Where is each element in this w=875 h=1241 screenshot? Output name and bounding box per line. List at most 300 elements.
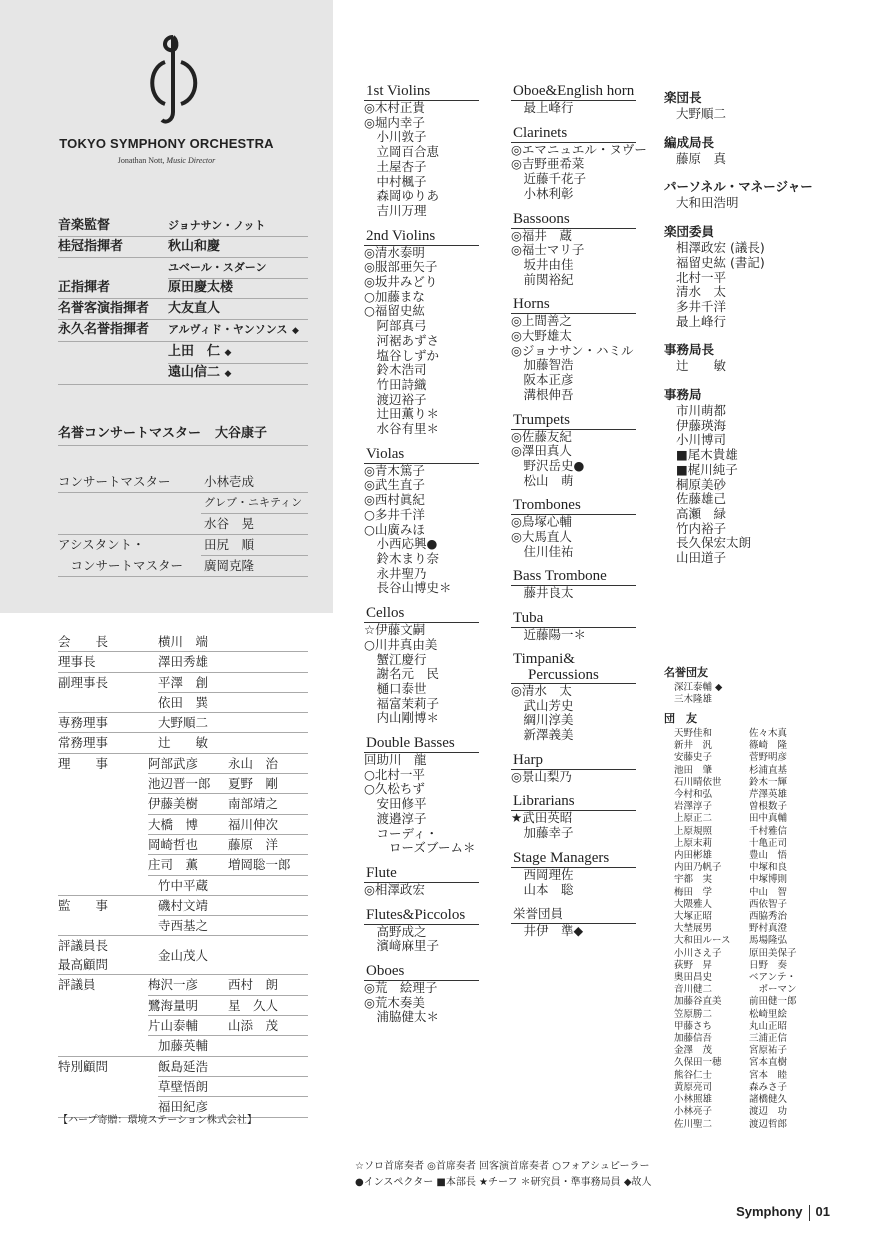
friend-name: 小林亮子	[674, 1106, 713, 1118]
staff-title: 事務局長	[664, 342, 715, 358]
conductor-row	[58, 342, 308, 363]
member-name: ◎青木篤子	[364, 462, 425, 478]
conductor-row	[58, 278, 308, 299]
friend-name: 宮本 睦	[749, 1069, 788, 1081]
member-name: 森岡ゆりあ	[364, 188, 440, 204]
member-name: 近藤陽一＊	[511, 627, 587, 643]
section-title: Trumpets	[511, 411, 636, 430]
staff-members	[664, 107, 844, 122]
member-name: 前関裕紀	[511, 271, 574, 287]
friend-name: 菅野明彦	[749, 752, 788, 764]
board-member: 平澤 創	[158, 674, 209, 690]
member-name: ◎景山梨乃	[511, 768, 572, 784]
friend-name: 内田乃帆子	[674, 862, 722, 874]
section-title: Violas	[364, 445, 479, 464]
member-name: ◎坂井みどり	[364, 274, 438, 290]
conductor-role	[58, 363, 168, 384]
member-name: 西岡理佐	[511, 866, 574, 882]
section-members	[364, 623, 479, 726]
board-member: 南部靖之	[228, 796, 279, 812]
member-name: ○山廣みほ	[364, 521, 425, 537]
board-names	[158, 1057, 308, 1077]
board-row	[58, 975, 308, 995]
section-title: Oboe&English horn	[513, 83, 635, 99]
staff-name: 小川博司	[676, 432, 727, 448]
member-name: 塩谷しずか	[364, 347, 440, 363]
sections-column-2	[511, 82, 647, 947]
board-role: 常務理事	[58, 733, 158, 753]
section-members	[511, 811, 636, 840]
member-name: 水谷有里＊	[364, 421, 440, 437]
staff-name: ■梶川純子	[676, 461, 738, 477]
section-title: Librarians	[511, 792, 636, 811]
friend-name: 森みさ子	[749, 1081, 788, 1093]
board-member: 星 久人	[228, 997, 279, 1013]
section	[364, 962, 479, 1025]
section-members	[364, 981, 479, 1025]
concertmaster-role: コンサートマスター	[58, 556, 201, 577]
board-role	[58, 855, 148, 875]
staff-name: 最上峰行	[676, 313, 727, 329]
section-title: Oboes	[364, 962, 479, 981]
staff-name: 山田道子	[676, 550, 727, 566]
friend-name: 佐々木真	[749, 728, 788, 739]
member-name: 謝名元 民	[364, 666, 440, 682]
member-name: ◎鳥塚心輔	[511, 514, 572, 530]
section	[511, 411, 636, 489]
friend-name: 渡辺哲郎	[749, 1118, 788, 1130]
friend-name: 丸山正昭	[749, 1020, 788, 1032]
member-name: コーディ・	[364, 825, 439, 841]
board-row	[58, 1077, 308, 1097]
footer-title: Symphony	[736, 1204, 803, 1219]
board-member: 磯村文靖	[158, 897, 209, 913]
member-name: ◎木村正貴	[364, 100, 425, 115]
member-name: 小林利彰	[511, 185, 574, 201]
section-title: 栄誉団員	[511, 905, 636, 924]
concertmaster-name: 田尻 順	[201, 535, 308, 556]
board-member: 福田紀彦	[158, 1099, 209, 1115]
board-role: 理事長	[58, 652, 158, 672]
section-members	[511, 770, 636, 785]
member-name: ○福留史紘	[364, 303, 425, 319]
staff-name: 藤原 真	[676, 150, 727, 166]
section	[364, 445, 479, 596]
board-role	[58, 1036, 158, 1056]
honor-friends-title: 名誉団友	[664, 666, 708, 679]
board-names	[148, 855, 308, 875]
legend-line-1: ☆ソロ首席奏者 ◎首席奏者 回客演首席奏者 ○フォアシュピーラー	[355, 1161, 650, 1172]
staff-name: 大野順二	[676, 106, 727, 121]
section-title: 2nd Violins	[364, 227, 479, 246]
board-row	[58, 733, 308, 753]
member-name: ◎大野雄太	[511, 328, 572, 344]
member-name: ◎西村眞紀	[364, 492, 425, 508]
member-name: ◎ジョナサン・ハミル	[511, 342, 634, 358]
section	[511, 210, 636, 288]
board-member: 依田 巽	[158, 694, 209, 710]
harp-note: 【ハープ寄贈：環境ステーション株式会社】	[58, 1115, 257, 1126]
legend-line-2: ●インスペクター ■本部長 ★チーフ ＊研究員・準事務局員 ◆故人	[355, 1177, 652, 1188]
staff-name: 高瀬 緑	[676, 505, 727, 521]
friend-name: 久保田一穂	[674, 1057, 722, 1069]
member-name: ○加藤まな	[364, 288, 425, 304]
board-names	[148, 774, 308, 794]
member-name: 立岡百合恵	[364, 144, 440, 160]
member-name: ○多井千洋	[364, 506, 425, 522]
board-names	[148, 1016, 308, 1036]
concertmaster-name: 水谷 晃	[201, 514, 308, 535]
section-title: Bass Trombone	[511, 567, 636, 586]
friend-name: 十亀正司	[749, 837, 788, 849]
section-members	[511, 101, 636, 116]
conductor-name	[168, 320, 308, 342]
member-name: 福富茉莉子	[364, 695, 440, 711]
member-name: 渡邉淳子	[364, 810, 427, 826]
member-name: 最上峰行	[511, 100, 574, 115]
member-name: ◎澤田真人	[511, 443, 572, 459]
board-member: 加藤英輔	[158, 1038, 209, 1054]
friend-name: 天野佳和	[674, 728, 713, 739]
honor-friend-name: 深江泰輔 ◆	[674, 682, 723, 693]
staff-section	[664, 223, 844, 329]
member-name: 住川佳祐	[511, 543, 574, 559]
friend-name: 三浦正信	[749, 1033, 788, 1045]
section-title: Flutes&Piccolos	[364, 906, 479, 925]
board-table	[58, 632, 308, 1118]
member-name: 長谷山博史＊	[364, 580, 452, 596]
section-title: Horns	[511, 295, 636, 314]
board-role	[58, 996, 148, 1016]
member-name: 加藤幸子	[511, 825, 574, 841]
member-name: 綱川淳美	[511, 712, 574, 728]
board-row	[58, 876, 308, 896]
conductor-name-text: ユベール・スダーン	[168, 261, 267, 274]
staff-members	[664, 241, 844, 329]
member-name: 井伊 準◆	[511, 923, 584, 939]
staff-members	[664, 359, 844, 374]
sections-column-1	[364, 82, 479, 1033]
friends-list	[664, 728, 844, 1131]
board-member: 夏野 剛	[228, 776, 279, 792]
concertmasters-table	[58, 472, 308, 577]
staff-name: 桐原美砂	[676, 476, 727, 492]
staff-column	[664, 89, 844, 578]
board-role	[58, 693, 158, 713]
friend-name: 大隈雅人	[674, 898, 713, 910]
member-name: 渡辺裕子	[364, 391, 427, 407]
board-names	[158, 876, 308, 896]
friend-name: 中山 智	[749, 886, 788, 898]
friend-name: 大埜展男	[674, 923, 713, 935]
friend-name: 日野 奏	[749, 959, 788, 971]
member-name: ◎エマニュエル・ヌヴー	[511, 141, 647, 157]
board-member: 寺西基之	[158, 918, 209, 934]
board-row	[58, 1016, 308, 1036]
conductor-name-text: アルヴィド・ヤンソンス	[168, 323, 288, 336]
board-role	[58, 794, 148, 814]
board-member: 庄司 薫	[148, 857, 199, 873]
board-member: 飯島延浩	[158, 1058, 209, 1074]
member-name: 蟹江慶行	[364, 651, 427, 667]
staff-name: 佐藤雄己	[676, 491, 727, 507]
board-member: 岡崎哲也	[148, 836, 199, 852]
staff-name: 長久保宏太朗	[676, 535, 752, 551]
friend-name: 馬場隆弘	[749, 935, 788, 947]
board-row	[58, 996, 308, 1016]
board-role: 特別顧問	[58, 1058, 109, 1074]
friend-name: 大和田ルース	[674, 935, 731, 947]
member-name: ○川井真由美	[364, 636, 438, 652]
member-name: 辻田薫り＊	[364, 406, 440, 422]
concertmaster-role	[58, 493, 201, 514]
concertmaster-name: 廣岡克隆	[201, 556, 308, 577]
concertmaster-row	[58, 514, 308, 535]
member-name: 小西応興●	[364, 536, 438, 552]
member-name: 小川敦子	[364, 129, 427, 145]
friend-name: 宮本直樹	[749, 1057, 788, 1069]
conductor-name	[168, 258, 308, 279]
conductor-name	[168, 237, 308, 258]
board-names	[158, 713, 308, 733]
member-name: ◎堀内幸子	[364, 114, 425, 130]
member-name: ローズブーム＊	[364, 840, 476, 856]
board-names	[158, 673, 308, 693]
member-name: 加藤智浩	[511, 357, 574, 373]
friend-name: 池田 肇	[674, 764, 713, 776]
member-name: 浦脇健太＊	[364, 1009, 440, 1025]
concertmaster-row	[58, 472, 308, 493]
friend-name: 宇都 実	[674, 874, 713, 886]
board-row	[58, 693, 308, 713]
friend-name: 前田健一郎	[749, 996, 797, 1008]
friend-name: 杉浦直基	[749, 764, 788, 776]
conductor-role: 正指揮者	[58, 280, 111, 295]
friend-name: ベアンテ・	[749, 972, 797, 984]
staff-name: 竹内裕子	[676, 520, 727, 536]
member-name: ◎佐藤友紀	[511, 428, 572, 444]
member-name: 樋口泰世	[364, 680, 427, 696]
section	[364, 604, 479, 726]
friend-name: 熊谷仁士	[674, 1069, 713, 1081]
section-title: Double Basses	[364, 734, 479, 753]
board-names	[148, 794, 308, 814]
board-row	[58, 632, 308, 652]
friends-section	[664, 664, 844, 1131]
concertmaster-role: コンサートマスター	[58, 472, 201, 493]
conductor-name	[168, 363, 308, 385]
member-name: 坂井由佳	[511, 256, 574, 272]
member-name: 野沢岳史●	[511, 457, 585, 473]
friend-name: 渡辺 功	[749, 1106, 788, 1118]
board-names	[148, 975, 308, 995]
member-name: 藤井良太	[511, 585, 574, 601]
member-name: 新澤義美	[511, 726, 574, 742]
friend-name: 甲藤さち	[674, 1020, 713, 1032]
section-title: Tuba	[511, 609, 636, 628]
member-name: ◎大馬直人	[511, 529, 572, 545]
concertmaster-role	[58, 514, 201, 535]
section	[511, 295, 636, 402]
board-role	[58, 916, 158, 936]
section	[511, 849, 636, 897]
member-name: 山本 聡	[511, 881, 574, 897]
member-name: 土屋杏子	[364, 158, 427, 174]
section-title: Timpani& Percussions	[511, 651, 636, 684]
board-role: 理 事	[58, 755, 109, 771]
member-name: 阪本正彦	[511, 372, 574, 388]
board-member: 片山泰輔	[148, 1018, 199, 1034]
conductor-role: 音楽監督	[58, 218, 111, 233]
section	[511, 567, 636, 601]
concertmaster-role: アシスタント・	[58, 537, 145, 552]
friend-name: 上原末莉	[674, 837, 713, 849]
org-name: TOKYO SYMPHONY ORCHESTRA	[59, 136, 274, 151]
board-role	[58, 876, 158, 896]
board-row	[58, 754, 308, 774]
member-name: 安田修平	[364, 796, 427, 812]
member-name: ○久松ちず	[364, 781, 425, 797]
board-row	[58, 855, 308, 875]
member-name: ◎清水泰明	[364, 244, 425, 260]
board-member: 梅沢一彦	[148, 977, 199, 993]
section-title: 1st Violins	[364, 82, 479, 101]
conductor-row	[58, 299, 308, 320]
friend-name: 今村和弘	[674, 789, 713, 801]
concertmaster-row	[58, 535, 308, 556]
board-names	[158, 652, 308, 672]
board-role	[58, 1016, 148, 1036]
section-members	[364, 246, 479, 437]
section-members	[364, 101, 479, 219]
board-role-line: 最高顧問	[58, 957, 109, 973]
section-title: Harp	[511, 751, 636, 770]
conductor-name	[168, 342, 308, 364]
board-role	[58, 936, 158, 975]
staff-name: 北村一平	[676, 269, 727, 285]
section	[511, 496, 636, 559]
page-footer	[736, 1204, 830, 1221]
member-name: ◎服部亜矢子	[364, 259, 438, 275]
conductor-name-text: 遠山信二	[168, 365, 221, 380]
board-role: 評議員	[58, 977, 96, 993]
section	[364, 82, 479, 219]
staff-name: 伊藤瑛海	[676, 417, 727, 433]
section-members	[511, 141, 647, 202]
member-name: ◎上間善之	[511, 313, 572, 329]
board-row	[58, 1036, 308, 1056]
friend-name: 金澤 茂	[674, 1045, 713, 1057]
board-row	[58, 1057, 308, 1077]
conductor-name-text: ジョナサン・ノット	[168, 219, 266, 232]
concertmaster-name: グレブ・ニキティン	[201, 493, 308, 514]
section	[511, 792, 636, 840]
staff-members	[664, 152, 844, 167]
member-name: 高野成之	[364, 923, 427, 939]
board-role: 会 長	[58, 632, 158, 652]
friend-name: 諸橋健久	[749, 1094, 788, 1106]
member-name: ◎武生直子	[364, 477, 425, 493]
member-name: 近藤千花子	[511, 171, 587, 187]
member-name: 中村楓子	[364, 173, 427, 189]
board-row	[58, 815, 308, 835]
conductor-name-text: 大友直人	[168, 301, 221, 316]
section	[511, 82, 636, 116]
staff-section	[664, 386, 844, 566]
concertmaster-name: 小林壱成	[201, 472, 308, 493]
board-row	[58, 896, 308, 916]
staff-name: 相澤政宏 (議長)	[676, 240, 765, 256]
board-role	[58, 815, 148, 835]
conductor-row	[58, 216, 308, 237]
board-names	[148, 815, 308, 835]
friend-name: 荻野 昇	[674, 959, 713, 971]
friends-col-1	[674, 728, 749, 1131]
member-name: 溝根伸吾	[511, 386, 574, 402]
board-names	[148, 835, 308, 855]
staff-name: 多井千洋	[676, 298, 727, 314]
board-role	[58, 1077, 158, 1097]
board-member: 藤原 洋	[228, 836, 279, 852]
board-member: 阿部武彦	[148, 755, 199, 771]
friend-name: 芹澤英雄	[749, 789, 788, 801]
board-member: 大橋 博	[148, 816, 199, 832]
friend-name: 大塚正昭	[674, 911, 713, 923]
conductor-name	[168, 216, 308, 237]
member-name: 回助川 龍	[364, 752, 427, 768]
staff-name: 市川萌都	[676, 403, 727, 419]
staff-title: パーソネル・マネージャー	[664, 179, 813, 195]
member-name: 松山 萌	[511, 472, 574, 488]
friend-name: 岩澤淳子	[674, 801, 713, 813]
board-row	[58, 916, 308, 936]
friend-name: 加藤信吾	[674, 1033, 713, 1045]
concertmaster-row	[58, 493, 308, 514]
board-member: 草壁悟朗	[158, 1078, 209, 1094]
conductor-row	[58, 363, 308, 385]
section-members	[364, 925, 479, 954]
friend-name: 篠崎 隆	[749, 740, 788, 752]
section-members	[511, 586, 636, 601]
board-role: 副理事長	[58, 674, 109, 690]
friend-name: 内田彬雄	[674, 850, 713, 862]
section-members	[511, 628, 636, 643]
staff-members	[664, 196, 844, 211]
member-name: 鈴木浩司	[364, 362, 427, 378]
member-name: 濱﨑麻里子	[364, 938, 440, 954]
conductor-row	[58, 320, 308, 342]
section-title: Trombones	[511, 496, 636, 515]
member-name: ○北村一平	[364, 766, 425, 782]
friend-name: 加藤谷直美	[674, 996, 722, 1008]
section-title: Clarinets	[511, 124, 636, 143]
board-row-chair	[58, 936, 308, 975]
section-members	[511, 314, 636, 402]
board-names	[158, 693, 308, 713]
section-title: Stage Managers	[511, 849, 636, 868]
section-members	[511, 229, 636, 288]
conductor-role: 名誉客演指揮者	[58, 301, 150, 316]
friend-name: 中塚博則	[749, 874, 788, 886]
staff-name: 福留史紘 (書記)	[676, 254, 765, 270]
section	[511, 905, 636, 939]
friend-name: 田中真輔	[749, 813, 788, 825]
staff-name: 清水 太	[676, 284, 727, 300]
friend-name: 新井 汎	[674, 740, 713, 752]
member-name: 吉川万理	[364, 202, 427, 218]
member-name: 河裾あずさ	[364, 332, 440, 348]
board-names	[148, 996, 308, 1016]
